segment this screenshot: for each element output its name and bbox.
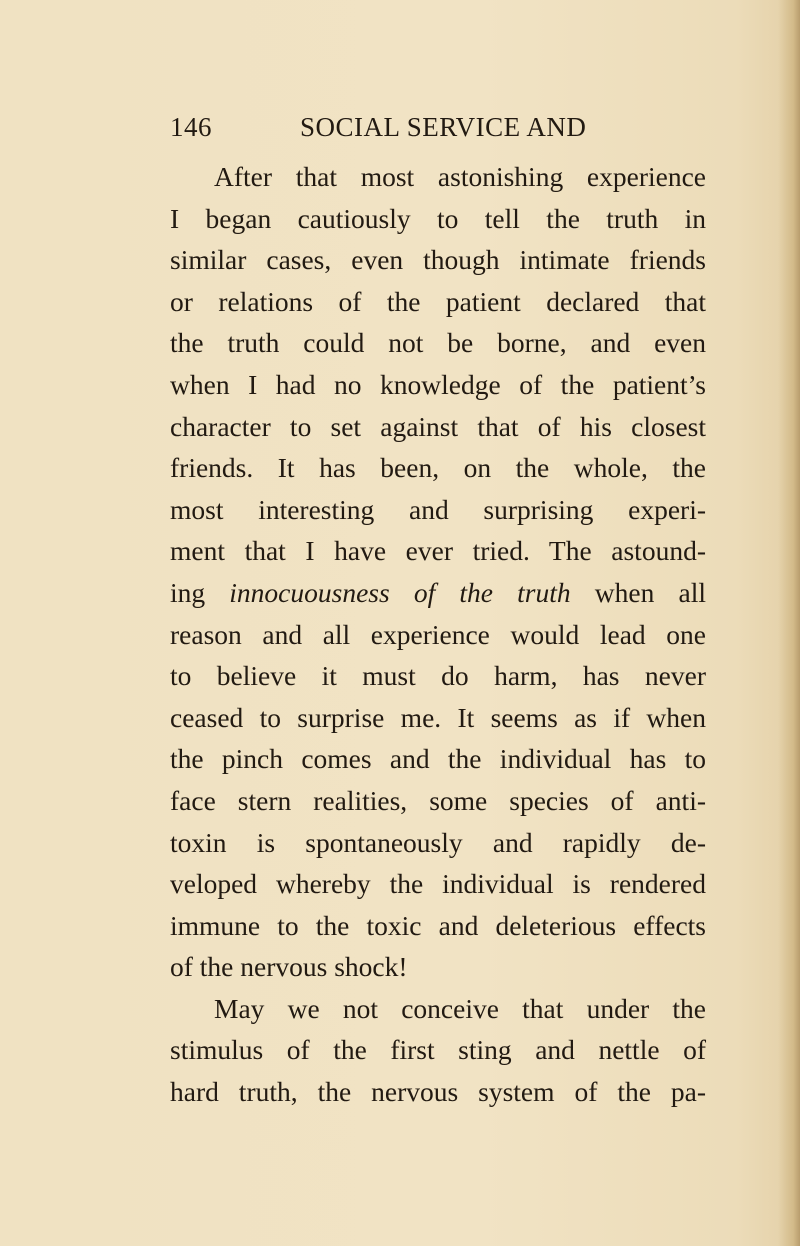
running-head (170, 112, 706, 156)
paragraph-1-line-8: friends. It has been, on the whole, the (170, 452, 706, 484)
text-block (170, 112, 706, 1113)
paragraph-1-line-19: immune to the toxic and deleterious effects (170, 909, 706, 941)
paragraph-2-line-3: hard truth, the nervous system of the pa- (170, 1076, 706, 1108)
page-edge-shadow (778, 0, 800, 1246)
paragraph-1-line-13: to believe it must do harm, has never (170, 660, 706, 692)
paragraph-1-line-17: toxin is spontaneously and rapidly de- (170, 826, 706, 858)
line-11-before: ing (170, 576, 230, 608)
paragraph-1-line-10: ment that I have ever tried. The astound- (170, 535, 706, 567)
paragraph-1-line-6: when I had no knowledge of the patient’s (170, 368, 706, 400)
paragraph-1-line-15: the pinch comes and the individual has to (170, 743, 706, 775)
paragraph-1-line-3: similar cases, even though intimate friends (170, 244, 706, 276)
paragraph-2-line-2: stimulus of the first sting and nettle of (170, 1034, 706, 1066)
italic-phrase: innocuousness of the truth (229, 576, 571, 608)
paragraph-1-line-9: most interesting and surprising experi- (170, 493, 706, 525)
paragraph-2-line-1: May we not conceive that under the (214, 992, 706, 1024)
paragraph-1-line-11 (170, 572, 706, 614)
page-number: 146 (170, 112, 212, 142)
paragraph-1-line-2: I began cautiously to tell the truth in (170, 202, 706, 234)
line-11-after: when all (570, 576, 706, 608)
paragraph-1-line-7: character to set against that of his closest (170, 410, 706, 442)
running-head-title: SOCIAL SERVICE AND (300, 112, 587, 142)
paragraph-1-line-18: veloped whereby the individual is rendered (170, 868, 706, 900)
paragraph-1-line-14: ceased to surprise me. It seems as if when (170, 701, 706, 733)
paragraph-1-line-5: the truth could not be borne, and even (170, 327, 706, 359)
paragraph-1-line-20: of the nervous shock! (170, 951, 408, 983)
paragraph-1-line-16: face stern realities, some species of anti- (170, 784, 706, 816)
paragraph-1-line-12: reason and all experience would lead one (170, 618, 706, 650)
paragraph-1-line-1: After that most astonishing experience (214, 161, 706, 192)
paragraph-1-line-4: or relations of the patient declared that (170, 285, 706, 317)
